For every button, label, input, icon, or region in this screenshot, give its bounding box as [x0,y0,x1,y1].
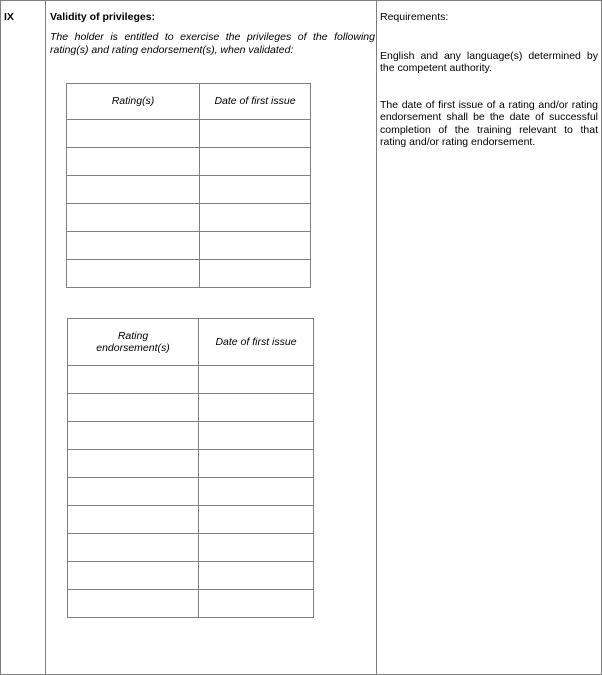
ratings-rating-cell[interactable] [67,260,200,288]
ratings-header-rating: Rating(s) [67,84,200,120]
endorsements-date-cell[interactable] [199,506,314,534]
requirements-language: English and any language(s) determined by the competent authority. [380,49,598,74]
endorsements-date-cell[interactable] [199,562,314,590]
ratings-date-cell[interactable] [200,176,311,204]
ratings-row [67,260,311,288]
endorsements-date-cell[interactable] [199,478,314,506]
endorsements-table [67,318,314,618]
column-divider-left [45,0,46,675]
endorsements-rating-cell[interactable] [68,478,199,506]
section-intro: The holder is entitled to exercise the privileges of the following rating(s) and rating endorsement(s), when validated: [50,31,375,56]
endorsements-row [68,394,314,422]
endorsements-rating-cell[interactable] [68,450,199,478]
endorsements-row [68,590,314,618]
ratings-rating-cell[interactable] [67,176,200,204]
ratings-date-cell[interactable] [200,120,311,148]
endorsements-date-cell[interactable] [199,394,314,422]
ratings-row [67,204,311,232]
endorsements-rating-cell[interactable] [68,506,199,534]
requirements-heading: Requirements: [380,11,449,23]
endorsements-rating-cell[interactable] [68,366,199,394]
endorsements-row [68,562,314,590]
ratings-row [67,232,311,260]
endorsements-rating-cell[interactable] [68,394,199,422]
ratings-row [67,148,311,176]
ratings-date-cell[interactable] [200,232,311,260]
endorsements-row [68,450,314,478]
endorsements-row [68,366,314,394]
endorsements-header-date: Date of first issue [199,319,314,366]
endorsements-rating-cell[interactable] [68,422,199,450]
ratings-rating-cell[interactable] [67,120,200,148]
ratings-date-cell[interactable] [200,204,311,232]
endorsements-date-cell[interactable] [199,422,314,450]
ratings-row [67,176,311,204]
endorsements-rating-cell[interactable] [68,590,199,618]
ratings-table [66,83,311,288]
ratings-header-date: Date of first issue [200,84,311,120]
ratings-rating-cell[interactable] [67,232,200,260]
section-title: Validity of privileges: [50,11,156,23]
requirements-column [380,11,598,149]
ratings-rating-cell[interactable] [67,148,200,176]
requirements-date-rule: The date of first issue of a rating and/or rating endorsement shall be the date of successful completion of the training relevant to that rating and/or rating endorsement. [380,98,598,148]
column-divider-right [376,0,377,675]
endorsements-header-rating: Rating endorsement(s) [68,319,199,366]
endorsements-row [68,422,314,450]
endorsements-row [68,534,314,562]
section-number: IX [4,11,14,23]
endorsements-rating-cell[interactable] [68,562,199,590]
endorsements-row [68,506,314,534]
endorsements-date-cell[interactable] [199,366,314,394]
ratings-rating-cell[interactable] [67,204,200,232]
ratings-row [67,120,311,148]
endorsements-rating-cell[interactable] [68,534,199,562]
endorsements-row [68,478,314,506]
endorsements-date-cell[interactable] [199,534,314,562]
ratings-date-cell[interactable] [200,260,311,288]
endorsements-date-cell[interactable] [199,590,314,618]
main-column [50,11,375,56]
ratings-date-cell[interactable] [200,148,311,176]
endorsements-date-cell[interactable] [199,450,314,478]
